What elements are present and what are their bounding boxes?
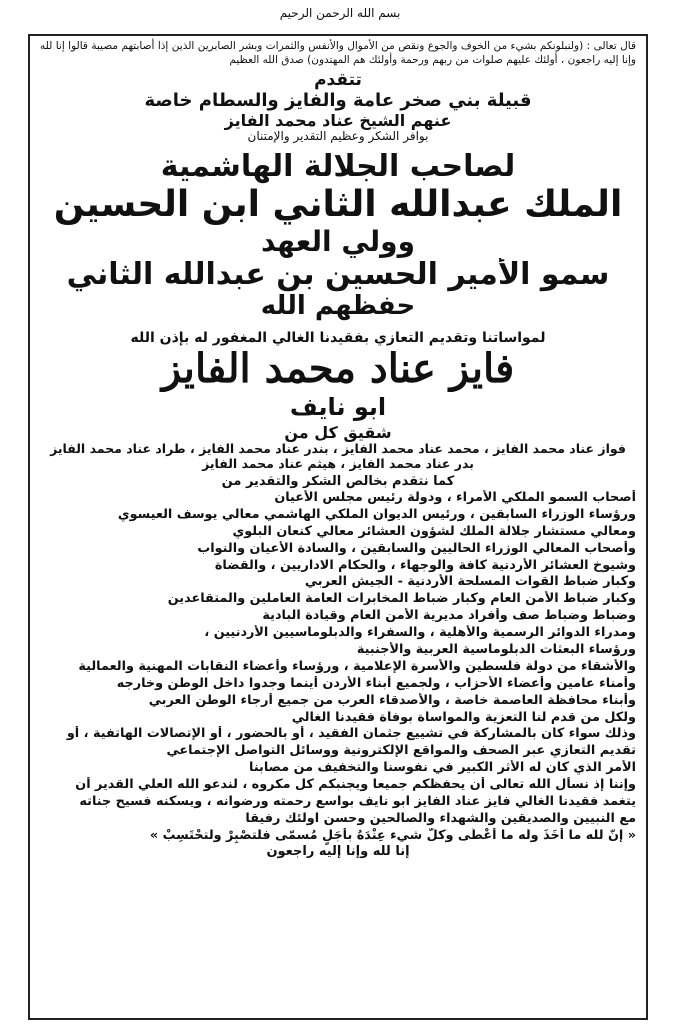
king-title: لصاحب الجلالة الهاشمية bbox=[160, 149, 516, 184]
announcement-frame bbox=[28, 34, 648, 1020]
tataqaddam-heading: تتقدم bbox=[314, 71, 362, 91]
deceased-name: فايز عناد محمد الفايز bbox=[161, 346, 515, 393]
siblings-line-2: بدر عناد محمد الفايز ، هيثم عناد محمد الفايز bbox=[202, 456, 474, 471]
thanks-list-line: ورؤساء الوزراء السابقين ، ورئيس الديوان الملكي الهاشمي معالي يوسف العيسوي bbox=[117, 506, 636, 522]
thanks-list bbox=[40, 490, 636, 845]
basmala: بسم الله الرحمن الرحيم bbox=[279, 6, 401, 20]
thanks-list-line: ولكل من قدم لنا التعزية والمواساة بوفاة فقيدنا الغالي bbox=[291, 709, 636, 725]
thanks-list-line: أصحاب السمو الملكي الأمراء ، ودولة رئيس مجلس الأعيان bbox=[274, 489, 636, 505]
thanks-list-line: ومدراء الدوائر الرسمية والأهلية ، والسفراء والدبلوماسيين الأردنيين ، bbox=[204, 625, 636, 641]
thanks-list-line: الأمر الذي كان له الأثر الكبير في نفوسنا والتخفيف من مصابنا bbox=[249, 760, 636, 776]
closing-line: إنا لله وإنا إليه راجعون bbox=[266, 844, 410, 859]
thanks-list-line: وأبناء محافظة العاصمة خاصة ، والأصدقاء العرب من جميع أرجاء الوطن العربي bbox=[148, 692, 636, 708]
tribe-line: قبيلة بني صخر عامة والفايز والسطام خاصة bbox=[144, 90, 532, 111]
thanks-list-line: وإننا إذ نسأل الله تعالى أن يحفظكم جميعا ويجنبكم كل مكروه ، لندعو الله العلي القدير أن bbox=[75, 777, 636, 793]
crown-prince-name: سمو الأمير الحسين بن عبدالله الثاني bbox=[66, 257, 610, 292]
quran-verse: قال تعالى : (ولنبلونكم بشيء من الخوف والجوع ونقص من الأموال والأنفس والثمرات وبشر الصابرين الذين إذا أصابتهم مصيبة قالوا إنا لله وإنا إليه راجعون ، أولئك عليهم صلوات من ربهم ورحمة وأولئك هم المهتدون) صدق الله العظيم bbox=[40, 40, 636, 66]
thanks-intro: كما نتقدم بخالص الشكر والتقدير من bbox=[221, 475, 455, 489]
thanks-line: بوافر الشكر وعظيم التقدير والإمتنان bbox=[247, 129, 429, 143]
thanks-list-line: وشيوخ العشائر الأردنية كافة والوجهاء ، والحكام الاداريين ، والقضاة bbox=[214, 557, 636, 573]
thanks-list-line: وكبار ضباط القوات المسلحة الأردنية - الجيش العربي bbox=[304, 574, 636, 590]
deceased-kunya: ابو نايف bbox=[289, 394, 387, 422]
thanks-list-line: والأشقاء من دولة فلسطين والأسرة الإعلامية ، ورؤساء وأعضاء النقابات المهنية والعمالية bbox=[78, 658, 636, 674]
thanks-list-line: وأصحاب المعالي الوزراء الحاليين والسابقين ، والسادة الأعيان والنواب bbox=[197, 540, 636, 556]
thanks-list-line: وكبار ضباط الأمن العام وكبار ضباط المخابرات العامة العاملين والمتقاعدين bbox=[167, 591, 636, 607]
crown-prince-title: وولي العهد bbox=[261, 225, 415, 258]
thanks-list-line: مع النبيين والصديقين والشهداء والصالحين وحسن اولئك رفيقا bbox=[245, 810, 636, 826]
thanks-list-line: وضباط وضباط صف وأفراد مديرية الأمن العام وقيادة البادية bbox=[262, 608, 636, 624]
thanks-list-line: « إنّ لله ما أخَذَ وله ما أعْطَى وكلُّ شيء عِنْدَهُ بأجَلٍ مُسمّى فلتصْبِرْ ولتحْتَسِبْ » bbox=[149, 827, 636, 843]
condolence-line: لمواساتنا وتقديم التعازي بفقيدنا الغالي المغفور له بإذن الله bbox=[130, 330, 546, 347]
thanks-list-line: ورؤساء البعثات الدبلوماسية العربية والأجنبية bbox=[356, 641, 636, 657]
brother-of-heading: شقيق كل من bbox=[284, 423, 392, 442]
siblings-line-1: فواز عناد محمد الفايز ، محمد عناد محمد الفايز ، بندر عناد محمد الفايز ، طراد عناد محمد الفايز bbox=[50, 442, 626, 457]
thanks-list-line: وأمناء عامين وأعضاء الأحزاب ، ولجميع أبناء الأردن أينما وجدوا داخل الوطن وخارجه bbox=[116, 675, 636, 691]
thanks-list-line: تقديم التعازي عبر الصحف والمواقع الإلكترونية ووسائل التواصل الإجتماعي bbox=[166, 743, 636, 759]
thanks-list-line: ومعالي مستشار جلالة الملك لشؤون العشائر معالي كنعان البلوي bbox=[232, 523, 636, 539]
announcement-body bbox=[40, 40, 636, 860]
blessing-line: حفظهم الله bbox=[260, 292, 416, 322]
thanks-list-line: يتغمد فقيدنا الغالي فايز عناد الفايز ابو نايف بواسع رحمته ورضوانه ، ويسكنه فسيح جناته bbox=[79, 793, 636, 809]
sheikh-line: عنهم الشيخ عناد محمد الفايز bbox=[224, 111, 452, 130]
thanks-list-line: وذلك سواء كان بالمشاركة في تشييع جثمان الفقيد ، أو بالحضور ، أو الإتصالات الهاتفية ، أو bbox=[66, 726, 636, 742]
king-name: الملك عبدالله الثاني ابن الحسين bbox=[53, 184, 623, 226]
